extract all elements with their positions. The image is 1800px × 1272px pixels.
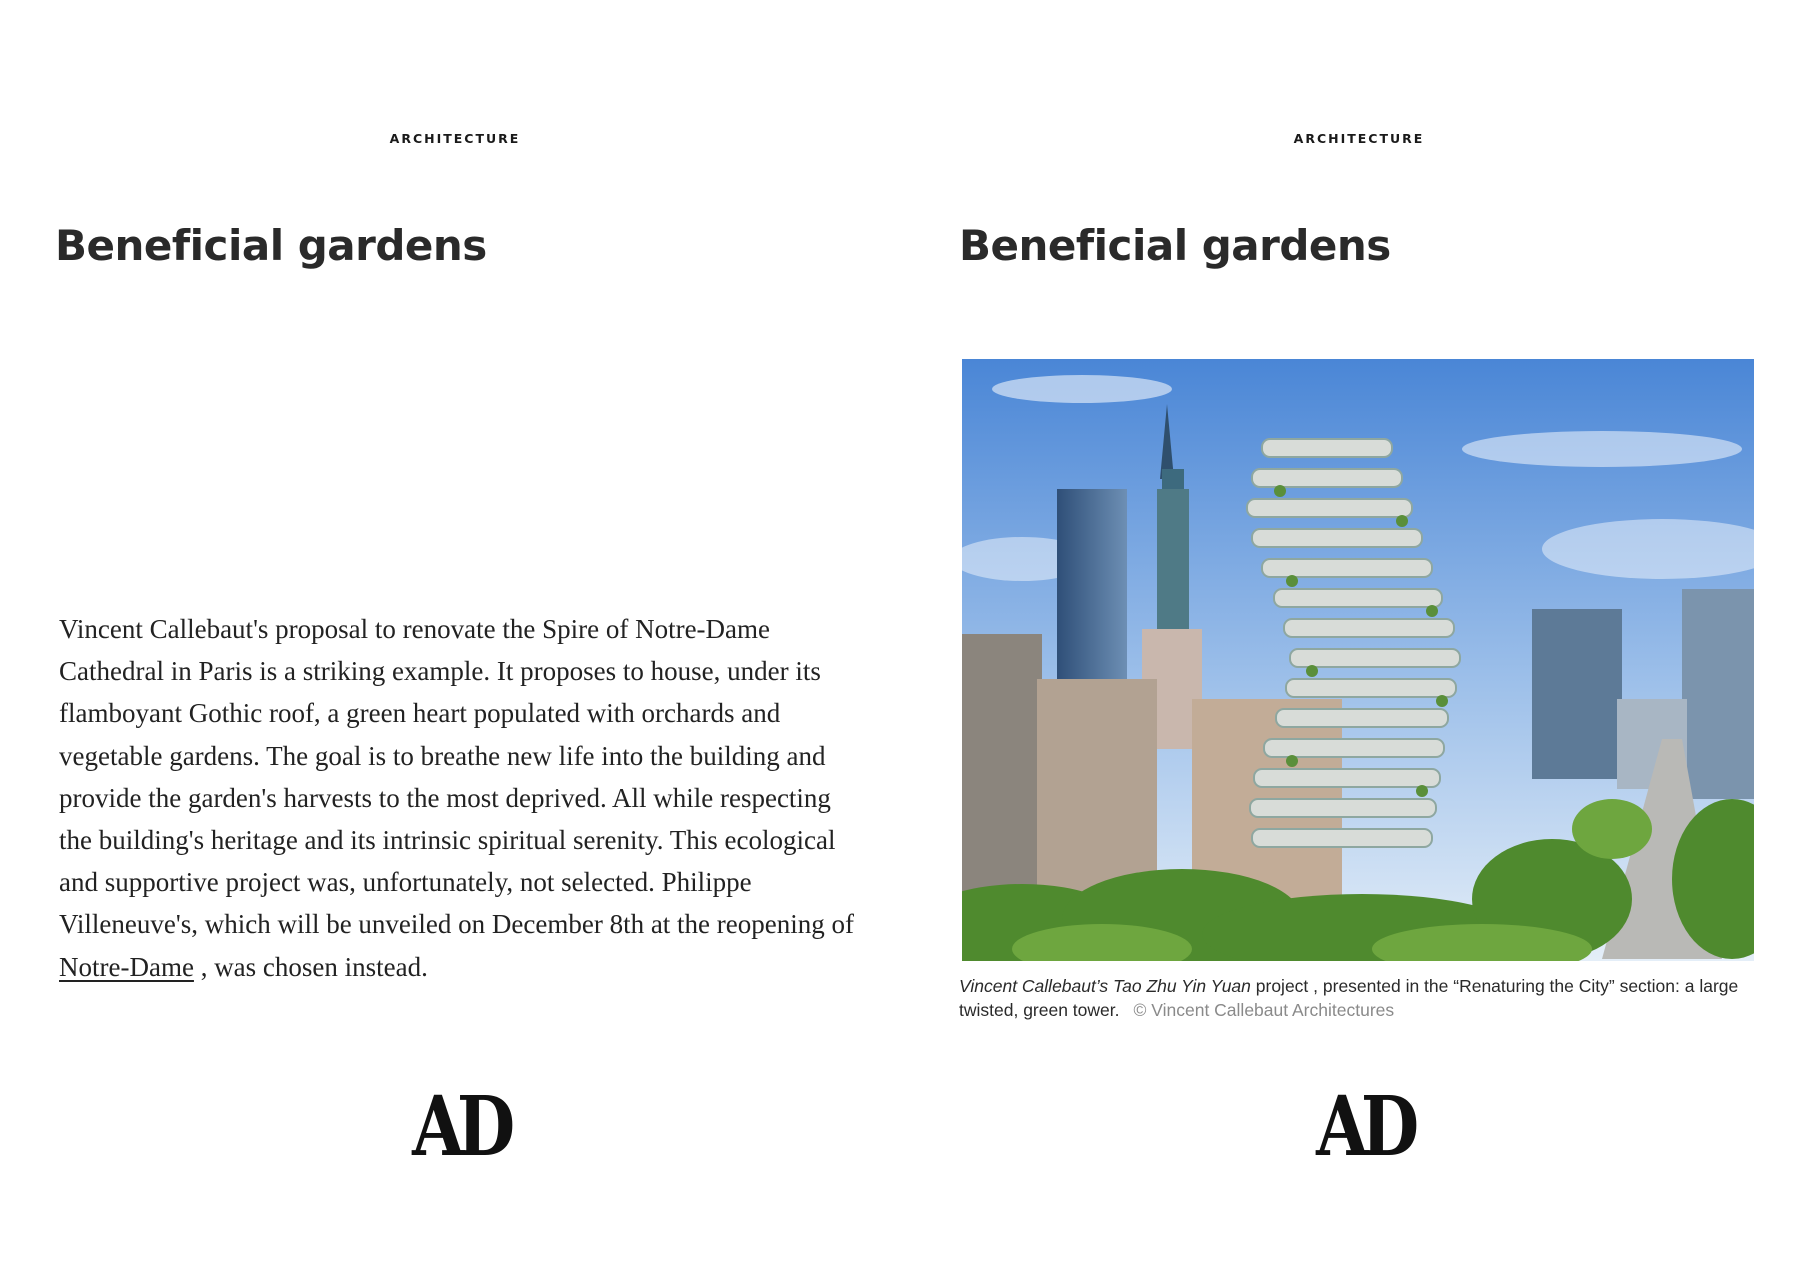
body-text-end: , was chosen instead.	[193, 951, 428, 982]
section-label: ARCHITECTURE	[389, 131, 521, 146]
article-body	[59, 608, 869, 988]
ad-logo: AD	[412, 1079, 508, 1175]
ad-logo: AD	[1316, 1079, 1412, 1175]
tower-photo	[962, 359, 1754, 961]
caption-project-name: Vincent Callebaut’s Tao Zhu Yin Yuan	[959, 976, 1251, 996]
page-title: Beneficial gardens	[55, 221, 487, 270]
section-label: ARCHITECTURE	[1293, 131, 1425, 146]
body-text-start: Vincent Callebaut's proposal to renovate the Spire of Notre-Dame Cathedral in Paris is a striking example. It proposes to house, under its flamboyant Gothic roof, a green heart populated with orchards and vegetable gardens. The goal is to breathe new life into the building and provide the garden's harvests to the most deprived. All while respecting the building's heritage and its intrinsic spiritual serenity. This ecological and supportive project was, unfortunately, not selected. Philippe Villeneuve's, which will be unveiled on December 8th at the reopening of	[59, 614, 854, 940]
notre-dame-link[interactable]: Notre-Dame	[59, 951, 194, 982]
photo-credit: © Vincent Callebaut Architectures	[1133, 1000, 1395, 1020]
photo-caption	[959, 974, 1759, 1022]
page-title: Beneficial gardens	[959, 221, 1391, 270]
caption-text: project , presented in the “Renaturing the City” section: a large twisted, green tower.	[959, 976, 1739, 1020]
